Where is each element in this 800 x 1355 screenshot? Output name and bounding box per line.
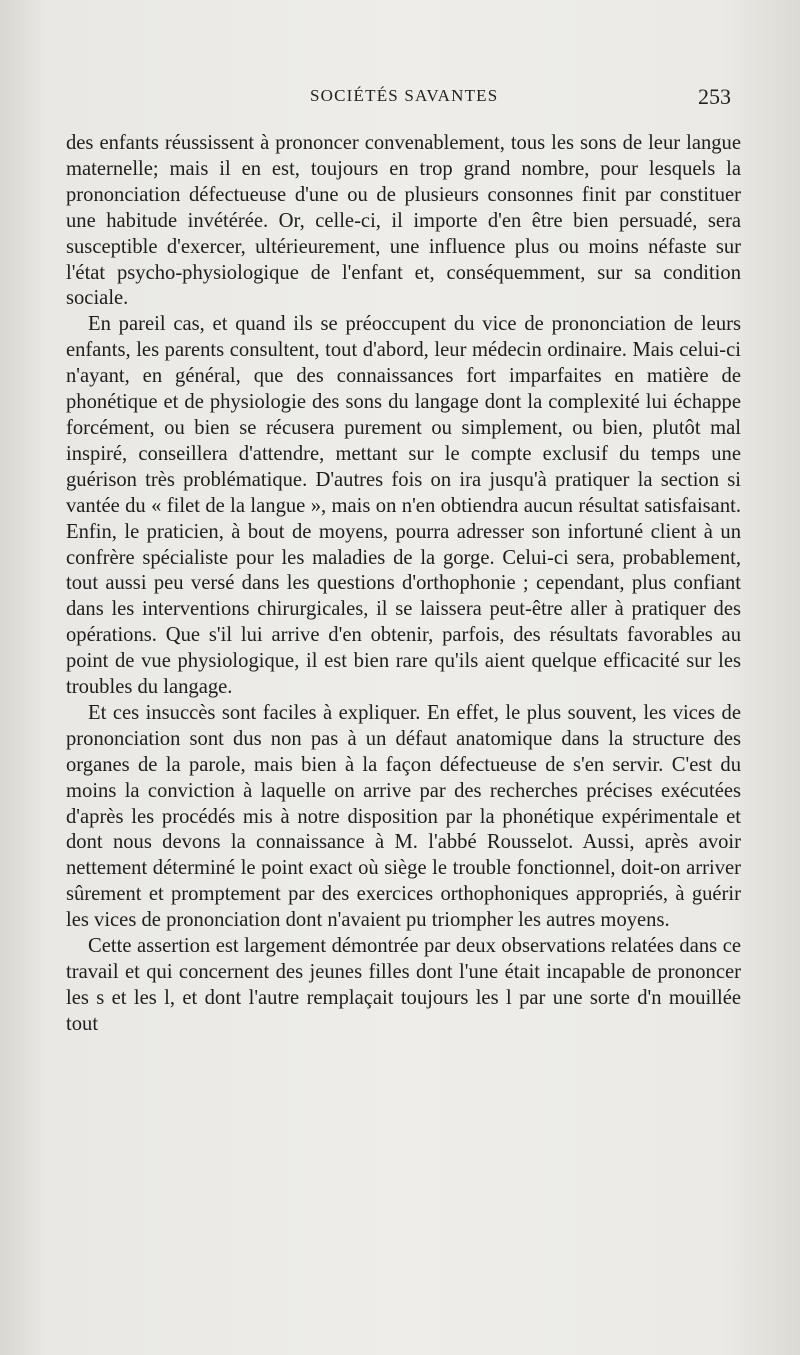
page-number: 253	[698, 84, 731, 109]
paragraph: Et ces insuccès sont faciles à expliquer. En effet, le plus souvent, les vices de prononciation sont dus non pas à un défaut anatomique dans la structure des organes de la parole, mais bien à la façon défectueuse de s'en servir. C'est du moins la conviction à laquelle on arrive par des recherches précises exécutées d'après les procédés mis à notre disposition par la phonétique expérimentale et dont nous devons la connaissance à M. l'abbé Rousselot. Aussi, après avoir nettement déterminé le point exact où siège le trouble fonctionnel, doit-on arriver sûrement et promptement par des exercices orthophoniques appropriés, à guérir les vices de prononciation dont n'avaient pu triompher les autres moyens.	[66, 701, 741, 932]
body-text	[66, 131, 741, 1038]
running-title: SOCIÉTÉS SAVANTES	[310, 86, 499, 105]
page-header	[0, 86, 800, 116]
paragraph: des enfants réussissent à prononcer convenablement, tous les sons de leur langue maternelle; mais il en est, toujours en trop grand nombre, pour lesquels la prononciation défectueuse d'une ou de plusieurs consonnes finit par constituer une habitude invétérée. Or, celle-ci, il importe d'en être bien persuadé, sera susceptible d'exercer, ultérieurement, une influence plus ou moins néfaste sur l'état psycho-physiologique de l'enfant et, conséquemment, sur sa condition sociale.	[66, 132, 741, 310]
paragraph: En pareil cas, et quand ils se préoccupent du vice de prononciation de leurs enfants, les parents consultent, tout d'abord, leur médecin ordinaire. Mais celui-ci n'ayant, en général, que des connaissances fort imparfaites en matière de phonétique et de physiologie des sons du langage dont la complexité lui échappe forcément, ou bien se récusera purement ou simplement, ou bien, plutôt mal inspiré, conseillera d'attendre, mettant sur le compte exclusif du temps une guérison très problématique. D'autres fois on ira jusqu'à pratiquer la section si vantée du « filet de la langue », mais on n'en obtiendra aucun résultat satisfaisant. Enfin, le praticien, à bout de moyens, pourra adresser son infortuné client à un confrère spécialiste pour les maladies de la gorge. Celui-ci sera, probablement, tout aussi peu versé dans les questions d'orthophonie ; cependant, plus confiant dans les interventions chirurgicales, il se laissera peut-être aller à pratiquer des opérations. Que s'il lui arrive d'en obtenir, parfois, des résultats favorables au point de vue physiologique, il est bien rare qu'ils aient quelque efficacité sur les troubles du langage.	[66, 313, 741, 699]
paragraph: Cette assertion est largement démontrée par deux observations relatées dans ce travail et qui concernent des jeunes filles dont l'une était incapable de prononcer les s et les l, et dont l'autre remplaçait toujours les l par une sorte d'n mouillée tout	[66, 935, 741, 1035]
